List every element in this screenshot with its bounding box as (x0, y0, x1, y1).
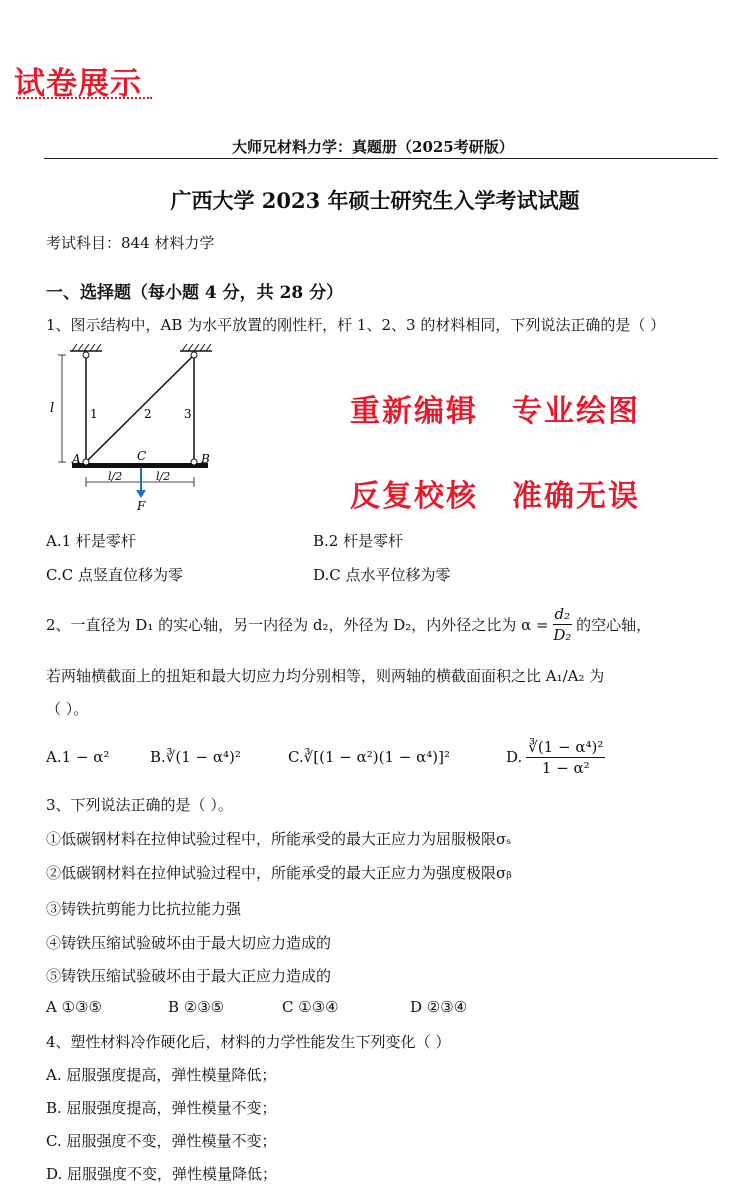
label-half-right: l/2 (156, 470, 171, 483)
label-half-left: l/2 (108, 470, 123, 483)
label-b: B (201, 452, 210, 466)
stamp-professional-drawing: 专业绘图 (512, 394, 640, 429)
q2-option-c: C.∛[(1 − α²)(1 − α⁴)]² (288, 748, 450, 766)
q2-stem-line2: 若两轴横截面上的扭矩和最大切应力均分别相等，则两轴的横截面面积之比 A₁/A₂ 为 (46, 667, 605, 685)
q1-option-a: A.1 杆是零杆 (46, 532, 136, 550)
q3-item-1: ①低碳钢材料在拉伸试验过程中，所能承受的最大正应力为屈服极限σₛ (46, 830, 512, 848)
q3-option-b: B ②③⑤ (168, 998, 225, 1016)
label-bar-3: 3 (184, 407, 192, 421)
q1-figure (50, 340, 230, 520)
label-a: A (72, 452, 81, 466)
q2-stem-part2: 的空心轴， (576, 615, 652, 634)
q2-option-d-den: 1 − α² (541, 758, 590, 777)
q2-fraction-num: d₂ (554, 604, 571, 623)
q4-option-c: C. 屈服强度不变，弹性模量不变； (46, 1132, 277, 1150)
exam-title: 广西大学 2023 年硕士研究生入学考试试题 (170, 188, 580, 213)
q2-option-d-num: ∛(1 − α⁴)² (528, 737, 604, 756)
q2-ratio-fraction (553, 604, 573, 645)
q3-item-3: ③铸铁抗剪能力比抗拉能力强 (46, 900, 242, 918)
stamp-reedit: 重新编辑 (350, 394, 478, 429)
right-support (180, 344, 212, 351)
label-bar-2: 2 (144, 407, 152, 421)
q2-option-b: B.∛(1 − α⁴)² (150, 748, 241, 766)
section-heading: 一、选择题（每小题 4 分，共 28 分） (46, 283, 344, 303)
label-bar-1: 1 (90, 407, 98, 421)
q3-item-4: ④铸铁压缩试验破坏由于最大切应力造成的 (46, 934, 332, 952)
label-l: l (50, 401, 55, 416)
left-support (70, 344, 102, 351)
label-c: C (137, 449, 147, 463)
q2-option-d-fraction (526, 737, 605, 778)
q4-option-a: A. 屈服强度提高，弹性模量降低； (46, 1066, 277, 1084)
book-title: 大师兄材料力学：真题册（2025考研版） (232, 138, 514, 156)
q1-option-b: B.2 杆是零杆 (313, 532, 404, 550)
q2-fraction-den: D₂ (553, 625, 572, 644)
header-rule (44, 158, 718, 159)
q2-stem-line1 (46, 598, 651, 650)
q2-option-d (506, 733, 605, 781)
label-force: F (137, 499, 146, 513)
q1-option-d: D.C 点水平位移为零 (313, 566, 451, 584)
q4-option-d: D. 屈服强度不变，弹性模量降低； (46, 1165, 278, 1183)
q4-stem: 4、塑性材料冷作硬化后，材料的力学性能发生下列变化（ ） (46, 1033, 451, 1051)
q4-option-b: B. 屈服强度提高，弹性模量不变； (46, 1099, 277, 1117)
rigid-beam (72, 463, 208, 468)
stamp-accurate: 准确无误 (512, 479, 640, 514)
q2-stem-line3: （ ）。 (46, 700, 89, 718)
q1-stem: 1、图示结构中，AB 为水平放置的刚性杆，杆 1、2、3 的材料相同，下列说法正确的是（ ） (46, 316, 666, 334)
promo-underline (16, 97, 152, 99)
promo-title: 试卷展示 (14, 66, 142, 102)
q3-stem: 3、下列说法正确的是（ ）。 (46, 796, 233, 814)
q3-option-c: C ①③④ (282, 998, 339, 1016)
q3-item-2: ②低碳钢材料在拉伸试验过程中，所能承受的最大正应力为强度极限σᵦ (46, 864, 512, 882)
q3-option-a: A ①③⑤ (46, 998, 102, 1016)
q1-option-c: C.C 点竖直位移为零 (46, 566, 183, 584)
q2-option-a: A.1 − α² (46, 748, 110, 766)
stamp-repeated-check: 反复校核 (350, 479, 478, 514)
q3-item-5: ⑤铸铁压缩试验破坏由于最大正应力造成的 (46, 967, 332, 985)
exam-subject: 考试科目：844 材料力学 (46, 234, 215, 252)
q2-option-d-prefix: D. (506, 748, 523, 766)
bar-2 (86, 355, 194, 462)
q2-stem-part1: 2、一直径为 D₁ 的实心轴，另一内径为 d₂，外径为 D₂，内外径之比为 α = (46, 615, 549, 634)
q3-option-d: D ②③④ (410, 998, 468, 1016)
